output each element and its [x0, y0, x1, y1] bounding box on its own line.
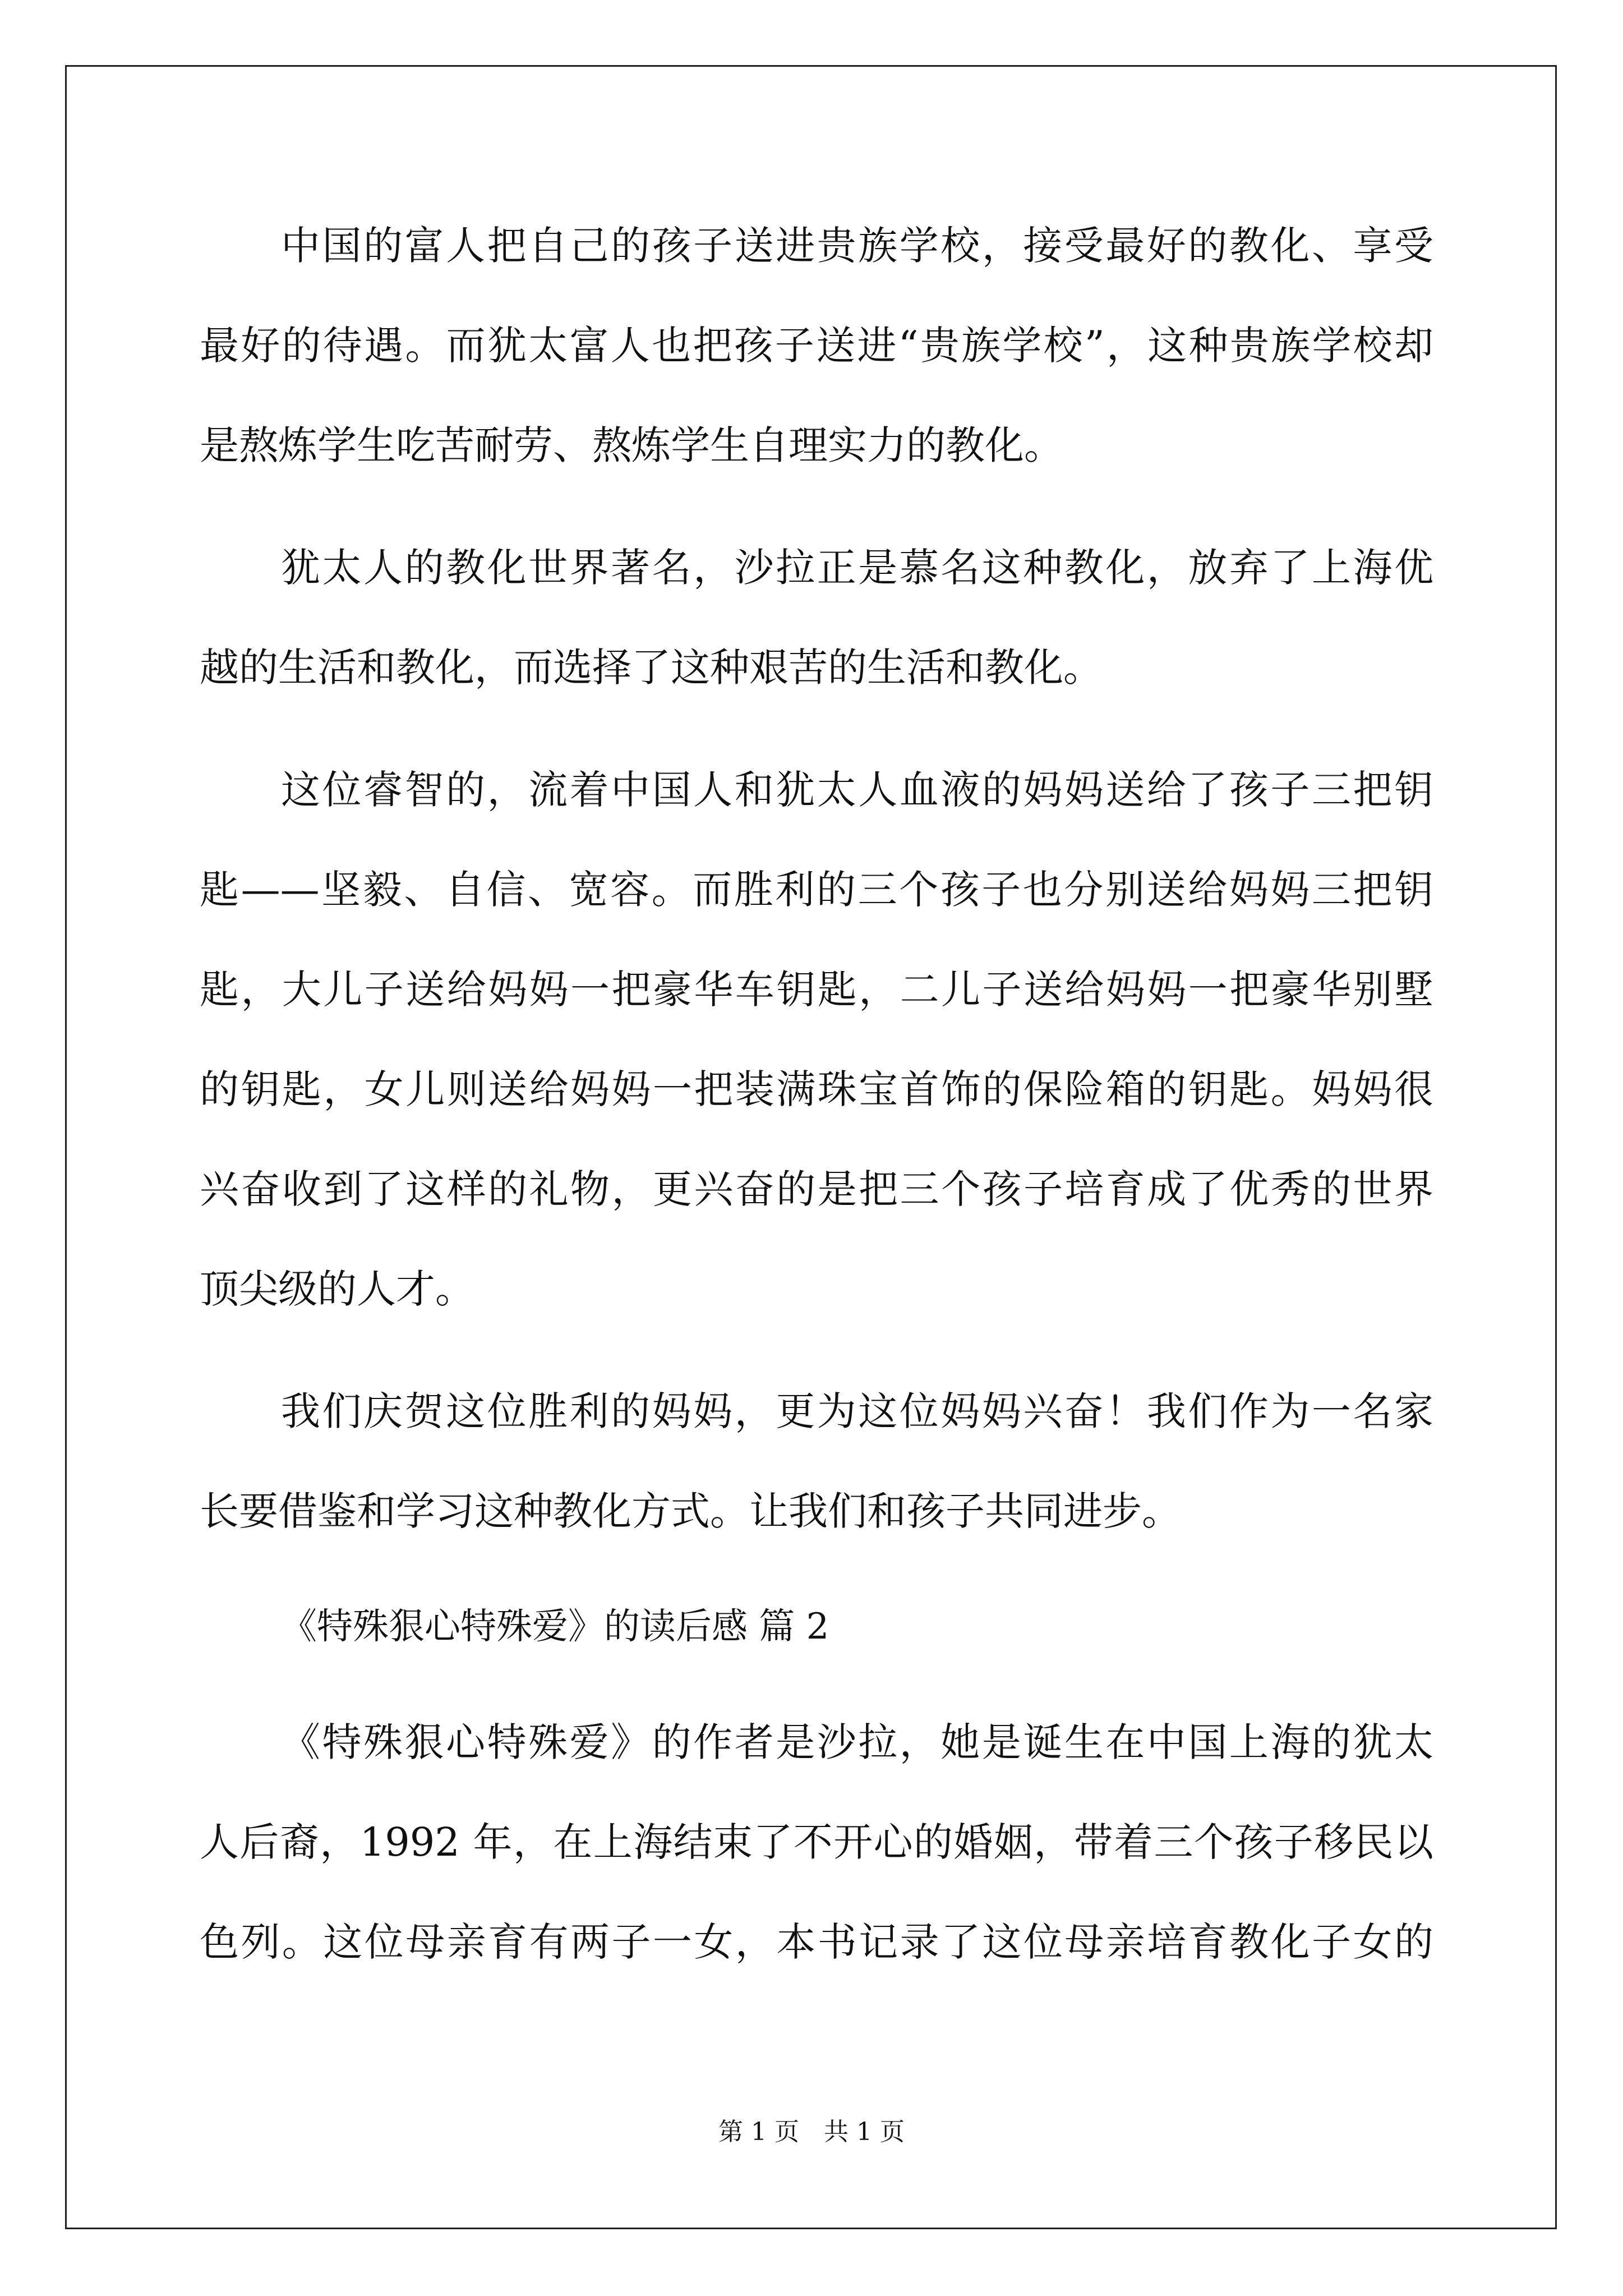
paragraph-line: 顶尖级的人才。	[200, 1266, 474, 1312]
paragraph-line: 《特殊狠心特殊爱》的作者是沙拉，她是诞生在中国上海的犹太	[281, 1719, 1433, 1765]
paragraph-line: 这位睿智的，流着中国人和犹太人血液的妈妈送给了孩子三把钥	[281, 767, 1433, 813]
paragraph-line: 匙——坚毅、自信、宽容。而胜利的三个孩子也分别送给妈妈三把钥	[200, 867, 1433, 913]
paragraph-line: 越的生活和教化，而选择了这种艰苦的生活和教化。	[200, 645, 1103, 691]
paragraph-line: 我们庆贺这位胜利的妈妈，更为这位妈妈兴奋！我们作为一名家	[281, 1388, 1433, 1434]
paragraph-line: 人后裔，1992 年，在上海结束了不开心的婚姻，带着三个孩子移民以	[200, 1819, 1433, 1865]
page-border	[65, 65, 1557, 2229]
paragraph-line: 是熬炼学生吃苦耐劳、熬炼学生自理实力的教化。	[200, 422, 1063, 468]
page-footer: 第 1 页 共 1 页	[718, 2118, 905, 2146]
paragraph-line: 中国的富人把自己的孩子送进贵族学校，接受最好的教化、享受	[281, 223, 1433, 269]
paragraph-line: 长要借鉴和学习这种教化方式。让我们和孩子共同进步。	[200, 1488, 1181, 1534]
paragraph-line: 犹太人的教化世界著名，沙拉正是慕名这种教化，放弃了上海优	[281, 545, 1433, 591]
paragraph-line: 匙，大儿子送给妈妈一把豪华车钥匙，二儿子送给妈妈一把豪华别墅	[200, 967, 1433, 1013]
paragraph-line: 兴奋收到了这样的礼物，更兴奋的是把三个孩子培育成了优秀的世界	[200, 1166, 1433, 1212]
paragraph-line: 色列。这位母亲育有两子一女，本书记录了这位母亲培育教化子女的	[200, 1919, 1433, 1965]
section-heading: 《特殊狠心特殊爱》的读后感 篇 2	[281, 1606, 829, 1648]
paragraph-line: 最好的待遇。而犹太富人也把孩子送进“贵族学校”，这种贵族学校却	[200, 323, 1433, 369]
paragraph-line: 的钥匙，女儿则送给妈妈一把装满珠宝首饰的保险箱的钥匙。妈妈很	[200, 1066, 1433, 1112]
